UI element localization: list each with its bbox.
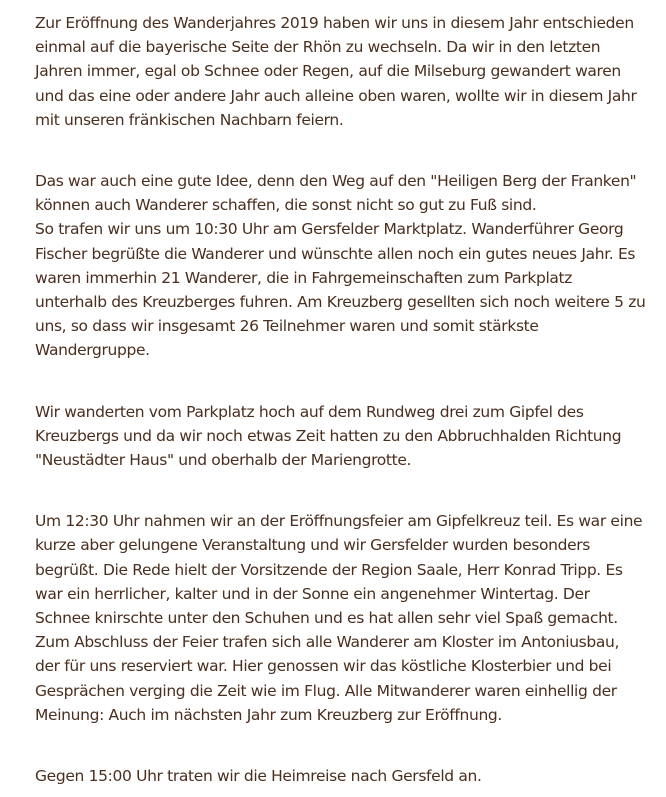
paragraph-idea: Das war auch eine gute Idee, denn den Weg auf den "Heiligen Berg der Franken" können auch Wanderer schaffen, die sonst nicht so gut zu Fuß sind. xyxy=(35,172,637,215)
paragraph-meeting: So trafen wir uns um 10:30 Uhr am Gersfelder Marktplatz. Wanderführer Georg Fischer begrüßte die Wanderer und wünschte allen noch ein gutes neues Jahr. Es waren immerhin 21 Wanderer, die in Fahrgemeinschaften zum Parkplatz unterhalb des Kreuzberges fuhren. Am Kreuzberg gesellten sich noch weitere 5 zu uns, so dass wir insgesamt 26 Teilnehmer waren und somit stärkste Wandergruppe. xyxy=(35,220,646,360)
article-body xyxy=(35,11,647,788)
paragraph-ceremony: Um 12:30 Uhr nahmen wir an der Eröffnungsfeier am Gipfelkreuz teil. Es war eine kurze aber gelungene Veranstaltung und wir Gersfelder wurden besonders begrüßt. Die Rede hielt der Vorsitzende der Region Saale, Herr Konrad Tripp. Es war ein herrlicher, kalter und in der Sonne ein angenehmer Wintertag. Der Schnee knirschte unter den Schuhen und es hat allen sehr viel Spaß gemacht. Zum Abschluss der Feier trafen sich alle Wanderer am Kloster im Antoniusbau, der für uns reserviert war. Hier genossen wir das köstliche Klosterbier und bei Gesprächen verging die Zeit wie im Flug. Alle Mitwanderer waren einhellig der Meinung: Auch im nächsten Jahr zum Kreuzberg zur Eröffnung. xyxy=(35,512,643,724)
paragraph-intro: Zur Eröffnung des Wanderjahres 2019 haben wir uns in diesem Jahr entschieden einmal auf die bayerische Seite der Rhön zu wechseln. Da wir in den letzten Jahren immer, egal ob Schnee oder Regen, auf die Milseburg gewandert waren und das eine oder andere Jahr auch alleine oben waren, wollte wir in diesem Jahr mit unseren fränkischen Nachbarn feiern. xyxy=(35,14,637,129)
paragraph-return: Gegen 15:00 Uhr traten wir die Heimreise nach Gersfeld an. xyxy=(35,767,482,786)
paragraph-hike: Wir wanderten vom Parkplatz hoch auf dem Rundweg drei zum Gipfel des Kreuzbergs und da wir noch etwas Zeit hatten zu den Abbruchhalden Richtung "Neustädter Haus" und oberhalb der Mariengrotte. xyxy=(35,402,622,470)
